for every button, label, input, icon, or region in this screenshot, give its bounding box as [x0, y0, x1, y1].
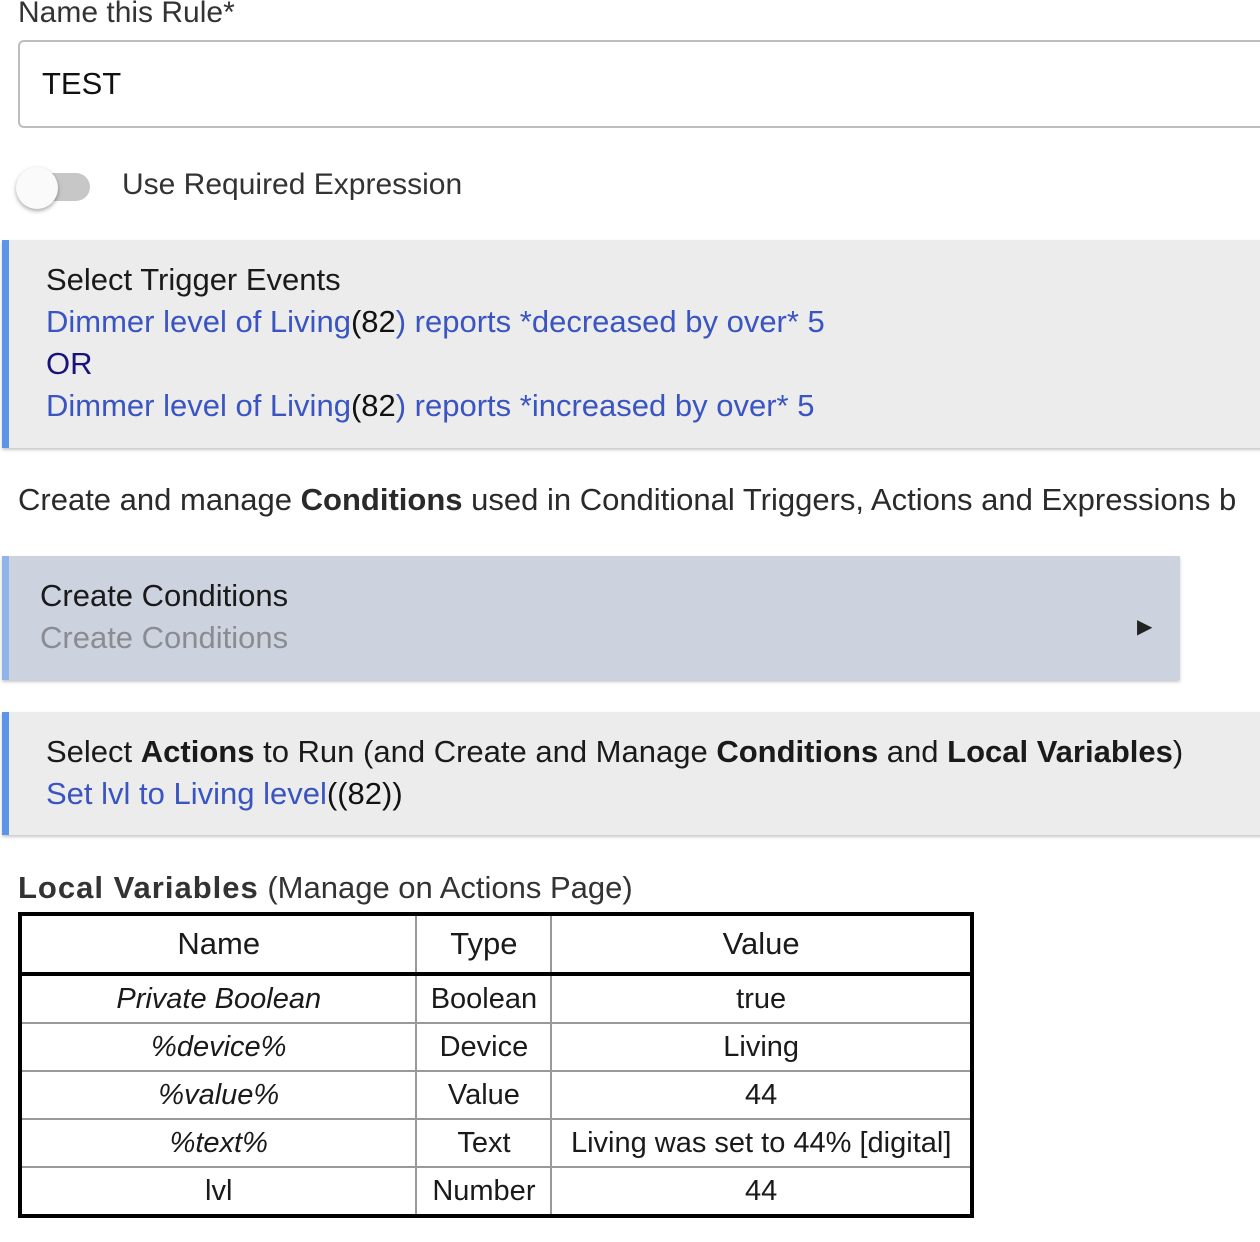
- action-item-device-id: ((82)): [326, 776, 403, 811]
- trigger-events-heading: Select Trigger Events: [46, 262, 341, 297]
- create-conditions-subtitle: Create Conditions: [40, 620, 289, 655]
- variable-type: Boolean: [416, 974, 551, 1023]
- table-row: [20, 974, 972, 1023]
- actions-heading-bold-2: Conditions: [716, 734, 879, 769]
- trigger-event-1-rest[interactable]: ) reports *decreased by over* 5: [395, 304, 825, 339]
- required-expression-label: Use Required Expression: [122, 168, 463, 201]
- variable-value: true: [551, 974, 972, 1023]
- variable-name: %text%: [20, 1119, 416, 1167]
- column-header-name: Name: [20, 914, 416, 974]
- trigger-events-card[interactable]: [2, 240, 1260, 448]
- variable-name: lvl: [20, 1167, 416, 1216]
- action-item-link[interactable]: Set lvl to Living level: [46, 776, 327, 811]
- actions-heading-text-1: Select: [46, 734, 141, 769]
- table-header-row: [20, 914, 972, 974]
- create-conditions-card[interactable]: [2, 556, 1180, 680]
- local-variables-title-bold: Local Variables: [18, 870, 259, 905]
- variable-type: Value: [416, 1071, 551, 1119]
- actions-heading-bold-1: Actions: [140, 734, 255, 769]
- variable-type: Device: [416, 1023, 551, 1071]
- trigger-event-2-link[interactable]: Dimmer level of Living: [46, 388, 351, 423]
- column-header-value: Value: [551, 914, 972, 974]
- table-row: [20, 1119, 972, 1167]
- actions-heading-text-4: ): [1172, 734, 1184, 769]
- triangle-right-icon[interactable]: ▶: [1137, 616, 1153, 638]
- table-row: [20, 1071, 972, 1119]
- actions-card[interactable]: [2, 712, 1260, 835]
- trigger-event-2-device-id: (82: [350, 388, 396, 423]
- rule-name-label: Name this Rule*: [18, 0, 235, 29]
- variable-type: Number: [416, 1167, 551, 1216]
- actions-heading-text-2: to Run (and Create and Manage: [254, 734, 717, 769]
- action-item[interactable]: [46, 776, 403, 812]
- variable-value: Living was set to 44% [digital]: [551, 1119, 972, 1167]
- conditions-desc-text-2: used in Conditional Triggers, Actions and Expressions b: [462, 482, 1237, 517]
- toggle-knob[interactable]: [16, 167, 58, 209]
- table-row: [20, 1167, 972, 1216]
- variable-value: 44: [551, 1167, 972, 1216]
- column-header-type: Type: [416, 914, 551, 974]
- trigger-or-connector: OR: [46, 346, 93, 381]
- variable-name: %device%: [20, 1023, 416, 1071]
- conditions-description: [18, 482, 1236, 518]
- local-variables-table: [18, 912, 974, 1218]
- variable-type: Text: [416, 1119, 551, 1167]
- local-variables-title: [18, 870, 633, 906]
- actions-heading-bold-3: Local Variables: [947, 734, 1173, 769]
- conditions-desc-text-1: Create and manage: [18, 482, 301, 517]
- conditions-desc-bold: Conditions: [300, 482, 463, 517]
- variable-value: 44: [551, 1071, 972, 1119]
- trigger-event-1-link[interactable]: Dimmer level of Living: [46, 304, 351, 339]
- local-variables-title-rest: (Manage on Actions Page): [258, 870, 633, 905]
- create-conditions-title: Create Conditions: [40, 578, 289, 613]
- trigger-event-1[interactable]: [46, 304, 825, 340]
- variable-value: Living: [551, 1023, 972, 1071]
- actions-heading-text-3: and: [878, 734, 948, 769]
- trigger-event-1-device-id: (82: [350, 304, 396, 339]
- variable-name: %value%: [20, 1071, 416, 1119]
- rule-name-input[interactable]: [18, 40, 1260, 128]
- trigger-event-2[interactable]: [46, 388, 814, 424]
- actions-heading: [46, 734, 1183, 770]
- table-row: [20, 1023, 972, 1071]
- trigger-event-2-rest[interactable]: ) reports *increased by over* 5: [395, 388, 815, 423]
- variable-name: Private Boolean: [20, 974, 416, 1023]
